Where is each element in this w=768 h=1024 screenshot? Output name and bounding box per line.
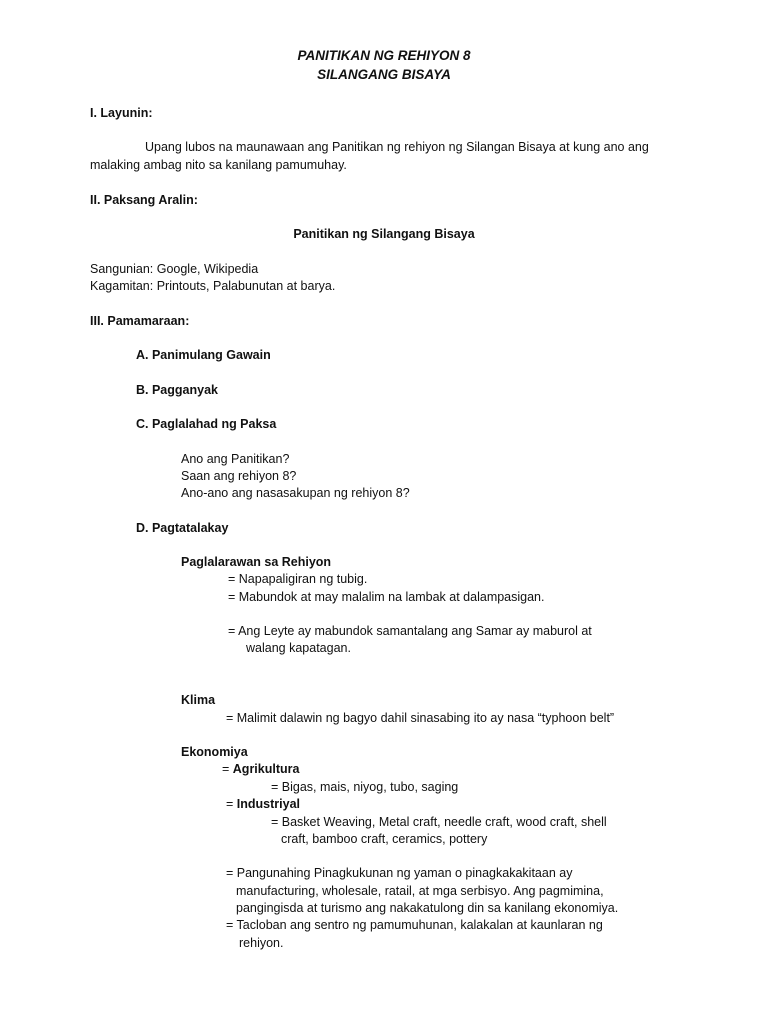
paglalarawan-item-2: = Mabundok at may malalim na lambak at dalampasigan. [228,590,545,604]
paglalarawan-item-1: = Napapaligiran ng tubig. [228,572,368,586]
ekonomiya-heading: Ekonomiya [181,745,248,759]
agrikultura-eq: = [222,762,233,776]
agrikultura-line [222,761,299,777]
paksa-title: Panitikan ng Silangang Bisaya [293,227,475,241]
industriyal-eq: = [226,797,237,811]
klima-text: = Malimit dalawin ng bagyo dahil sinasabing ito ay nasa “typhoon belt” [226,711,615,725]
document-subtitle: SILANGANG BISAYA [317,67,451,82]
ekonomiya-paragraph-1-line-2: manufacturing, wholesale, ratail, at mga serbisyo. Ang pagmimina, [236,884,604,898]
industriyal-label: Industriyal [236,797,300,811]
industriyal-line [226,796,300,812]
layunin-paragraph: Upang lubos na maunawaan ang Panitikan ng rehiyon ng Silangan Bisaya at kung ano ang malaking ambag nito sa kanilang pamumuhay. [90,140,649,172]
section-heading-pamamaraan: III. Pamamaraan: [90,314,190,328]
question-1: Ano ang Panitikan? [181,452,290,466]
section-heading-paksa: II. Paksang Aralin: [90,193,198,207]
paglalarawan-item-3: = Ang Leyte ay mabundok samantalang ang Samar ay maburol at [228,624,592,638]
step-a: A. Panimulang Gawain [136,348,271,362]
kagamitan-line: Kagamitan: Printouts, Palabunutan at barya. [90,279,336,293]
ekonomiya-paragraph-2-line-2: rehiyon. [239,936,284,950]
question-3: Ano-ano ang nasasakupan ng rehiyon 8? [181,486,410,500]
sangunian-line: Sangunian: Google, Wikipedia [90,262,259,276]
step-b: B. Pagganyak [136,383,218,397]
paglalarawan-heading: Paglalarawan sa Rehiyon [181,555,332,569]
step-d: D. Pagtatalakay [136,521,229,535]
section-heading-layunin: I. Layunin: [90,106,153,120]
industriyal-items-1: = Basket Weaving, Metal craft, needle craft, wood craft, shell [271,815,607,829]
ekonomiya-paragraph-1-line-3: pangingisda at turismo ang nakakatulong din sa kanilang ekonomiya. [236,901,619,915]
industriyal-items-2: craft, bamboo craft, ceramics, pottery [281,832,488,846]
step-c: C. Paglalahad ng Paksa [136,417,277,431]
paglalarawan-item-3-cont: walang kapatagan. [246,641,351,655]
document-title: PANITIKAN NG REHIYON 8 [297,48,471,63]
klima-heading: Klima [181,693,216,707]
agrikultura-items: = Bigas, mais, niyog, tubo, saging [271,780,459,794]
agrikultura-label: Agrikultura [232,762,300,776]
question-2: Saan ang rehiyon 8? [181,469,297,483]
ekonomiya-paragraph-1-line-1: = Pangunahing Pinagkukunan ng yaman o pinagkakakitaan ay [226,866,573,880]
ekonomiya-paragraph-2-line-1: = Tacloban ang sentro ng pamumuhunan, kalakalan at kaunlaran ng [226,918,603,932]
